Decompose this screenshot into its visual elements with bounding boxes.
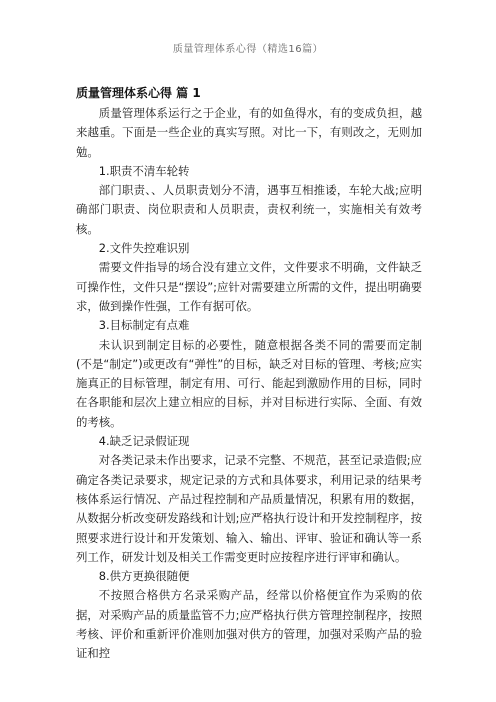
sections-list: [76, 162, 422, 664]
section-heading: 8.供方更换很随便: [98, 569, 190, 584]
section-heading: 3.目标制定有点难: [98, 318, 190, 333]
section-heading: 2.文件失控难识别: [98, 241, 190, 256]
document-header: 质量管理体系心得（精选16篇）: [172, 44, 324, 55]
article-title: 质量管理体系心得 篇 1: [76, 86, 201, 100]
intro-paragraph: 质量管理体系运行之于企业，有的如鱼得水，有的变成负担，越来越重。下面是一些企业的真实写照。对比一下，有则改之，无则加勉。: [76, 106, 422, 159]
section-body: 不按照合格供方名录采购产品，经常以价格便宜作为采购的依据，对采购产品的质量监管不力;应严格执行供方管理控制程序，按照考核、评价和重新评价准则加强对供方的管理，加强对采购产品的验证和控: [76, 588, 422, 661]
section-heading: 1.职责不清车轮转: [98, 163, 190, 178]
section-body: 未认识到制定目标的必要性，随意根据各类不同的需要而定制(不是“制定”)或更改有“弹性”的目标，缺乏对目标的管理、考核;应实施真正的目标管理，制定有用、可行、能起到激励作用的目标，同时在各职能和层次上建立相应的目标，并对目标进行实际、全面、有效的考核。: [76, 337, 422, 429]
section-body: 部门职责、、人员职责划分不清，遇事互相推诿，车轮大战;应明确部门职责、岗位职责和人员职责，责权利统一，实施相关有效考核。: [76, 183, 422, 236]
article-body: [76, 84, 422, 664]
section-body: 需要文件指导的场合没有建立文件，文件要求不明确，文件缺乏可操作性，文件只是“摆设”;应针对需要建立所需的文件，提出明确要求，做到操作性强，工作有据可依。: [76, 260, 422, 313]
section-heading: 4.缺乏记录假证现: [98, 434, 190, 449]
section-body: 对各类记录未作出要求，记录不完整、不规范，甚至记录造假;应确定各类记录要求，规定记录的方式和具体要求，利用记录的结果考核体系运行情况、产品过程控制和产品质量情况，积累有用的数据，从数据分析改变研发路线和计划;应严格执行设计和开发控制程序，按照要求进行设计和开发策划、输入、输出、评审、验证和确认等一系列工作，研发计划及相关工作需变更时应按程序进行评审和确认。: [76, 453, 422, 564]
